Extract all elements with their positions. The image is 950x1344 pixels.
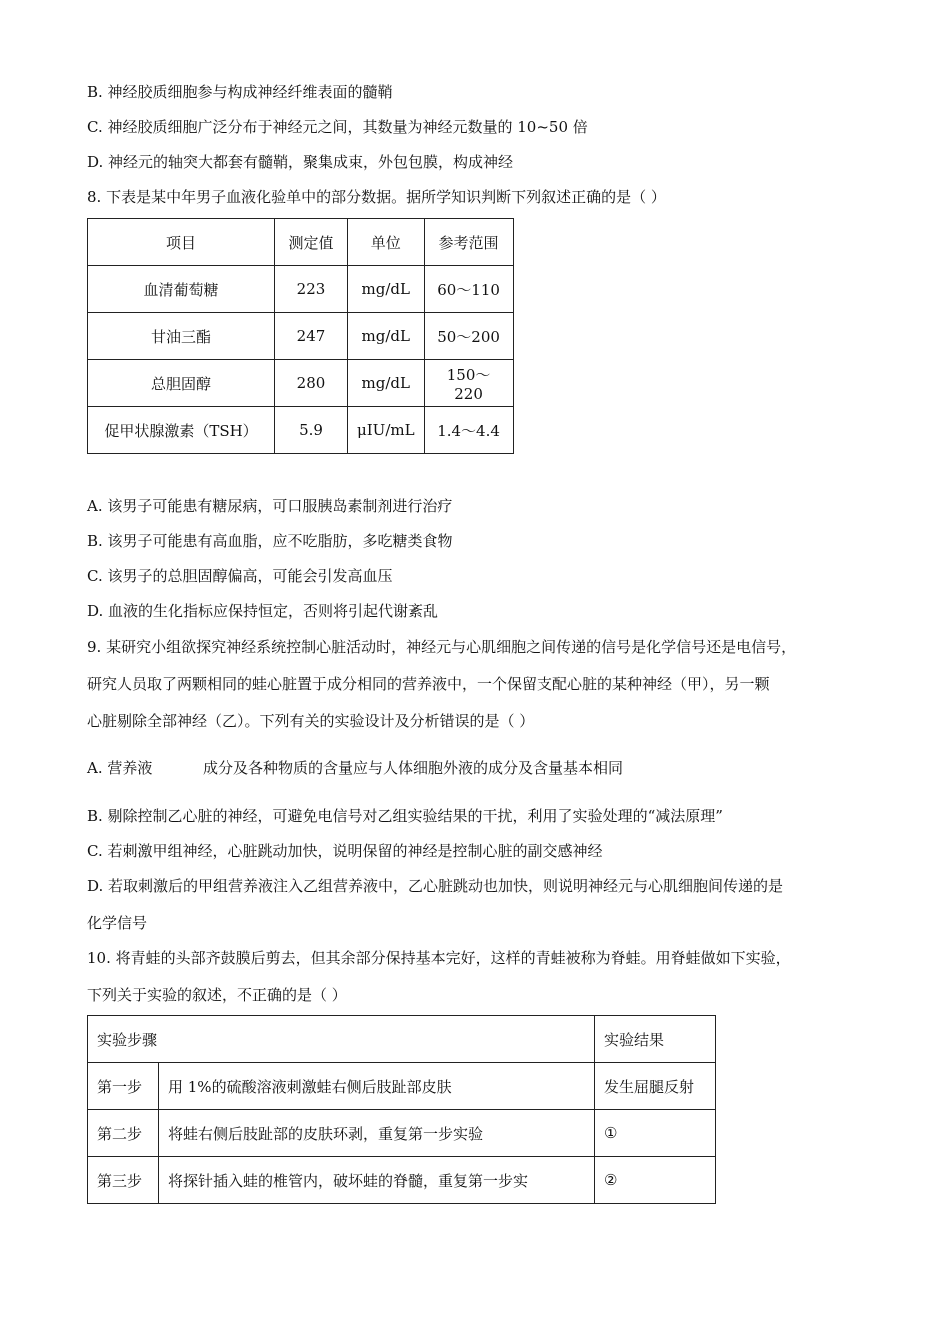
table-cell: 247 bbox=[275, 313, 348, 360]
table-row bbox=[88, 1063, 716, 1110]
table-cell: mg/dL bbox=[348, 266, 425, 313]
q8-option-a: A. 该男子可能患有糖尿病，可口服胰岛素制剂进行治疗 bbox=[87, 497, 453, 515]
table-cell: 将蛙右侧后肢趾部的皮肤环剥，重复第一步实验 bbox=[159, 1110, 595, 1157]
q7-option-c: C. 神经胶质细胞广泛分布于神经元之间，其数量为神经元数量的 10~50 倍 bbox=[87, 118, 588, 136]
table-cell: ② bbox=[595, 1157, 716, 1204]
table-cell: 第一步 bbox=[88, 1063, 159, 1110]
table-cell: μIU/mL bbox=[348, 407, 425, 454]
table-cell: 第三步 bbox=[88, 1157, 159, 1204]
table-cell: 第二步 bbox=[88, 1110, 159, 1157]
q9-stem-line2: 研究人员取了两颗相同的蛙心脏置于成分相同的营养液中，一个保留支配心脏的某种神经（甲），另一颗 bbox=[87, 675, 770, 693]
table-header-row bbox=[88, 1016, 716, 1063]
table-cell: 50～200 bbox=[424, 313, 513, 360]
table-row bbox=[88, 360, 514, 407]
q9-option-d-line2: 化学信号 bbox=[87, 914, 148, 932]
table-cell: 将探针插入蛙的椎管内，破坏蛙的脊髓，重复第一步实 bbox=[159, 1157, 595, 1204]
table-cell: 223 bbox=[275, 266, 348, 313]
q9-option-a-label: A. 营养液 bbox=[87, 759, 153, 777]
q9-stem-line1: 9. 某研究小组欲探究神经系统控制心脏活动时，神经元与心肌细胞之间传递的信号是化学信号还是电信号， bbox=[87, 638, 797, 656]
q10-stem-line2: 下列关于实验的叙述，不正确的是（ ） bbox=[87, 986, 347, 1004]
table-header-cell: 实验结果 bbox=[595, 1016, 716, 1063]
q9-option-b: B. 剔除控制乙心脏的神经，可避免电信号对乙组实验结果的干扰，利用了实验处理的“减法原理” bbox=[87, 807, 723, 825]
table-cell: 总胆固醇 bbox=[88, 360, 275, 407]
blood-test-table bbox=[87, 218, 514, 454]
q7-option-d: D. 神经元的轴突大都套有髓鞘，聚集成束，外包包膜，构成神经 bbox=[87, 153, 514, 171]
table-row bbox=[88, 313, 514, 360]
table-cell: 5.9 bbox=[275, 407, 348, 454]
table-row bbox=[88, 1157, 716, 1204]
table-cell: 280 bbox=[275, 360, 348, 407]
table-cell: mg/dL bbox=[348, 360, 425, 407]
table-header-cell: 单位 bbox=[348, 219, 425, 266]
q8-option-c: C. 该男子的总胆固醇偏高，可能会引发高血压 bbox=[87, 567, 393, 585]
q9-option-c: C. 若刺激甲组神经，心脏跳动加快，说明保留的神经是控制心脏的副交感神经 bbox=[87, 842, 603, 860]
table-header-cell: 实验步骤 bbox=[88, 1016, 595, 1063]
table-row bbox=[88, 407, 514, 454]
table-cell: 60～110 bbox=[424, 266, 513, 313]
q9-option-a-text: 成分及各种物质的含量应与人体细胞外液的成分及含量基本相同 bbox=[203, 759, 624, 777]
table-cell: 促甲状腺激素（TSH） bbox=[88, 407, 275, 454]
table-cell: 用 1%的硫酸溶液刺激蛙右侧后肢趾部皮肤 bbox=[159, 1063, 595, 1110]
table-cell: 1.4～4.4 bbox=[424, 407, 513, 454]
table-cell: mg/dL bbox=[348, 313, 425, 360]
table-row bbox=[88, 266, 514, 313]
table-cell: 甘油三酯 bbox=[88, 313, 275, 360]
table-cell: 发生屈腿反射 bbox=[595, 1063, 716, 1110]
q9-stem-line3: 心脏剔除全部神经（乙）。下列有关的实验设计及分析错误的是（ ） bbox=[87, 712, 535, 730]
table-cell: 血清葡萄糖 bbox=[88, 266, 275, 313]
table-header-row bbox=[88, 219, 514, 266]
q8-option-d: D. 血液的生化指标应保持恒定，否则将引起代谢紊乱 bbox=[87, 602, 439, 620]
table-header-cell: 参考范围 bbox=[424, 219, 513, 266]
table-cell: ① bbox=[595, 1110, 716, 1157]
q7-option-b: B. 神经胶质细胞参与构成神经纤维表面的髓鞘 bbox=[87, 83, 393, 101]
table-cell: 150～220 bbox=[424, 360, 513, 407]
table-header-cell: 项目 bbox=[88, 219, 275, 266]
table-row bbox=[88, 1110, 716, 1157]
experiment-table bbox=[87, 1015, 716, 1204]
q10-stem-line1: 10. 将青蛙的头部齐鼓膜后剪去，但其余部分保持基本完好，这样的青蛙被称为脊蛙。用脊蛙做如下实验， bbox=[87, 949, 791, 967]
q8-option-b: B. 该男子可能患有高血脂，应不吃脂肪，多吃糖类食物 bbox=[87, 532, 453, 550]
q9-option-d-line1: D. 若取刺激后的甲组营养液注入乙组营养液中，乙心脏跳动也加快，则说明神经元与心肌细胞间传递的是 bbox=[87, 877, 784, 895]
table-header-cell: 测定值 bbox=[275, 219, 348, 266]
q8-stem: 8. 下表是某中年男子血液化验单中的部分数据。据所学知识判断下列叙述正确的是（ ） bbox=[87, 188, 666, 206]
